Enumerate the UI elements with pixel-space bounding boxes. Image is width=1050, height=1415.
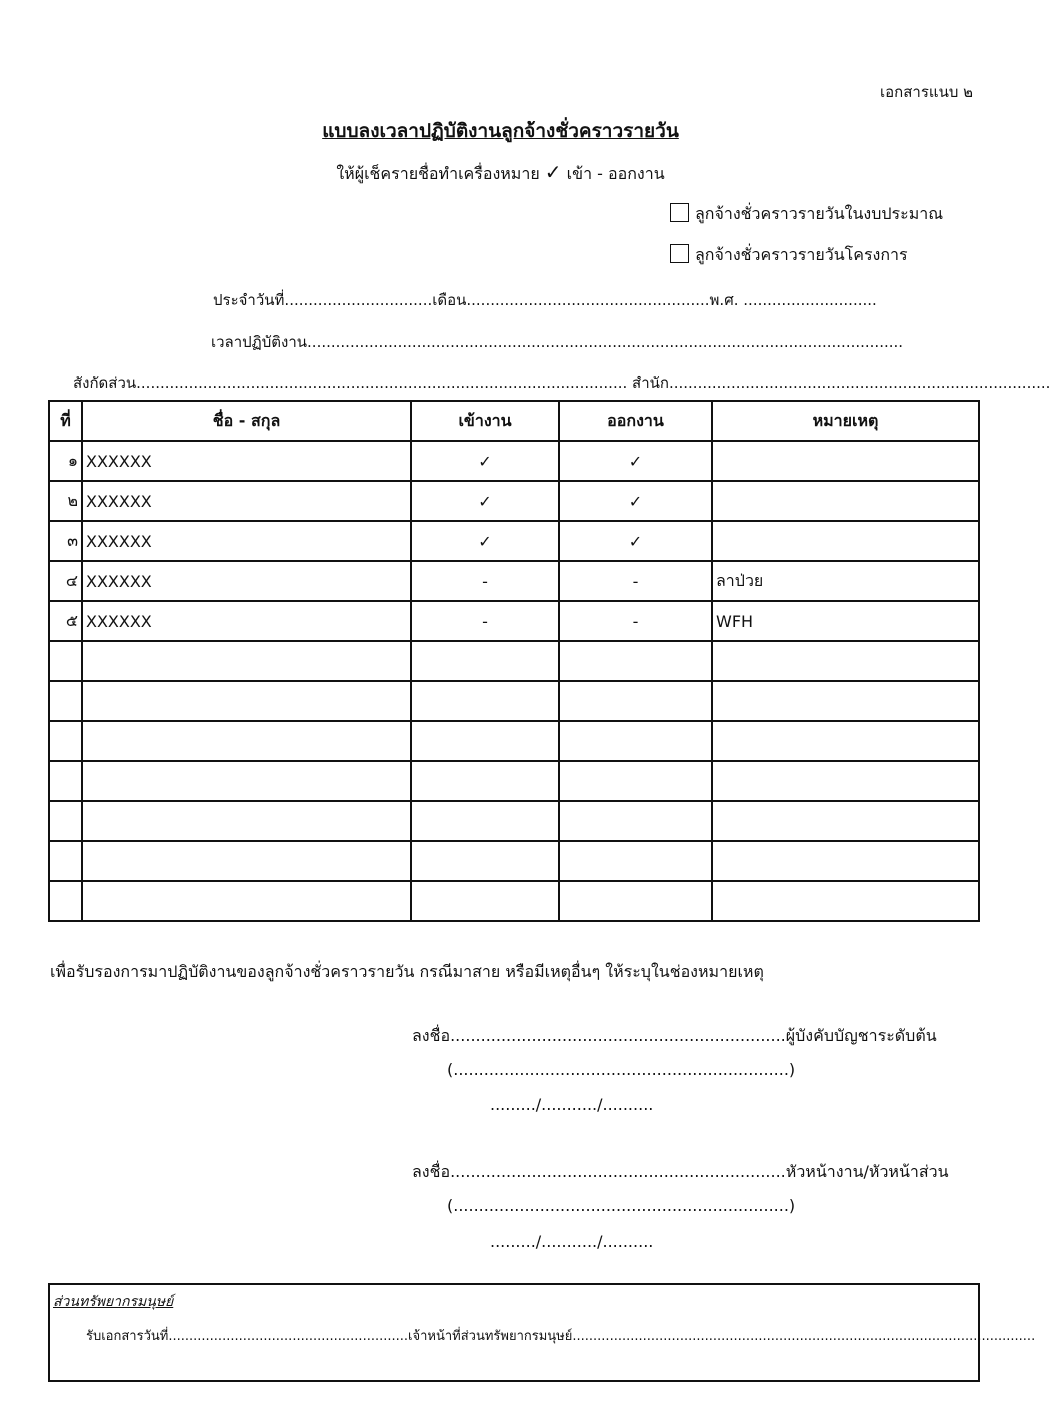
table-row: [49, 881, 979, 921]
row-number: [49, 681, 82, 721]
row-checkout-cell[interactable]: [559, 641, 712, 681]
row-checkin-cell[interactable]: [411, 721, 559, 761]
row-checkin-cell[interactable]: [411, 761, 559, 801]
row-note-cell[interactable]: WFH: [712, 601, 979, 641]
column-header-name: ชื่อ - สกุล: [82, 401, 411, 441]
row-note-cell[interactable]: [712, 881, 979, 921]
officer-field[interactable]: ................................................................................................................: [572, 1329, 1036, 1344]
signature-line-supervisor: [412, 1024, 937, 1049]
row-name-cell[interactable]: XXXXXX: [82, 561, 411, 601]
row-number: [49, 721, 82, 761]
row-number: [49, 801, 82, 841]
signature-field[interactable]: ..................................................................: [450, 1162, 786, 1181]
row-checkin-cell[interactable]: -: [411, 561, 559, 601]
division-field[interactable]: .......................................................................................................: [136, 374, 628, 392]
row-name-cell[interactable]: XXXXXX: [82, 441, 411, 481]
hr-section: [48, 1283, 1036, 1382]
date-field[interactable]: ........./.........../..........: [490, 1095, 654, 1114]
name-field[interactable]: (..................................................................): [447, 1060, 796, 1079]
row-number: ๔: [49, 561, 82, 601]
row-number: [49, 641, 82, 681]
officer-label: เจ้าหน้าที่ส่วนทรัพยากรมนุษย์: [408, 1329, 573, 1344]
row-checkin-cell[interactable]: ✓: [411, 521, 559, 561]
row-name-cell[interactable]: [82, 801, 411, 841]
option-project[interactable]: [670, 243, 908, 268]
received-date-field[interactable]: ..........................................................: [168, 1329, 409, 1344]
row-name-cell[interactable]: [82, 641, 411, 681]
option-label: ลูกจ้างชั่วคราวรายวันโครงการ: [695, 245, 908, 264]
row-note-cell[interactable]: [712, 681, 979, 721]
signature-line-head: [412, 1160, 949, 1185]
hr-section-title: ส่วนทรัพยากรมนุษย์: [53, 1294, 174, 1310]
row-note-cell[interactable]: [712, 481, 979, 521]
checkbox-icon[interactable]: [670, 203, 689, 222]
table-row: [49, 521, 979, 561]
row-name-cell[interactable]: XXXXXX: [82, 521, 411, 561]
worktime-field[interactable]: .............................................................................................................................: [307, 333, 904, 351]
row-note-cell[interactable]: ลาป่วย: [712, 561, 979, 601]
row-note-cell[interactable]: [712, 721, 979, 761]
office-field[interactable]: ................................................................................: [668, 374, 1050, 392]
name-field[interactable]: (..................................................................): [447, 1196, 796, 1215]
table-row: [49, 801, 979, 841]
row-checkout-cell[interactable]: [559, 681, 712, 721]
column-header-in: เข้างาน: [411, 401, 559, 441]
option-in-budget[interactable]: [670, 202, 943, 227]
row-name-cell[interactable]: XXXXXX: [82, 601, 411, 641]
row-checkout-cell[interactable]: [559, 761, 712, 801]
row-note-cell[interactable]: [712, 641, 979, 681]
division-label: สังกัดส่วน: [73, 374, 137, 392]
office-label: สำนัก: [632, 374, 669, 392]
row-checkin-cell[interactable]: -: [411, 601, 559, 641]
instruction-line: [0, 160, 1001, 187]
row-number: ๓: [49, 521, 82, 561]
row-checkout-cell[interactable]: [559, 881, 712, 921]
role-label: หัวหน้างาน/หัวหน้าส่วน: [785, 1162, 949, 1181]
row-note-cell[interactable]: [712, 841, 979, 881]
row-name-cell[interactable]: [82, 681, 411, 721]
row-checkin-cell[interactable]: [411, 881, 559, 921]
attendance-table: [48, 400, 980, 922]
row-name-cell[interactable]: XXXXXX: [82, 481, 411, 521]
row-checkout-cell[interactable]: -: [559, 601, 712, 641]
sign-label: ลงชื่อ: [412, 1162, 451, 1181]
table-header-row: [49, 401, 979, 441]
option-label: ลูกจ้างชั่วคราวรายวันในงบประมาณ: [695, 204, 944, 223]
division-field-line: [73, 371, 1050, 395]
column-header-out: ออกงาน: [559, 401, 712, 441]
document-reference: เอกสารแนบ ๒: [880, 83, 973, 101]
row-name-cell[interactable]: [82, 761, 411, 801]
sign-label: ลงชื่อ: [412, 1026, 451, 1045]
table-row: [49, 481, 979, 521]
row-checkout-cell[interactable]: ✓: [559, 441, 712, 481]
row-number: ๑: [49, 441, 82, 481]
instruction-text: ให้ผู้เช็ครายชื่อทำเครื่องหมาย: [336, 164, 540, 183]
row-checkin-cell[interactable]: [411, 801, 559, 841]
row-checkout-cell[interactable]: [559, 721, 712, 761]
row-checkin-cell[interactable]: [411, 841, 559, 881]
month-label: เดือน: [432, 291, 467, 309]
checkbox-icon[interactable]: [670, 244, 689, 263]
column-header-no: ที่: [49, 401, 82, 441]
table-row: [49, 761, 979, 801]
hr-received-line: [86, 1325, 1035, 1346]
instruction-text-end: เข้า - ออกงาน: [566, 164, 665, 183]
received-label: รับเอกสารวันที่: [86, 1329, 169, 1344]
row-number: [49, 841, 82, 881]
signature-field[interactable]: ..................................................................: [450, 1026, 786, 1045]
table-row: [49, 641, 979, 681]
row-checkout-cell[interactable]: ✓: [559, 521, 712, 561]
table-row: [49, 681, 979, 721]
page-title: แบบลงเวลาปฏิบัติงานลูกจ้างชั่วคราวรายวัน: [322, 120, 679, 142]
row-note-cell[interactable]: [712, 801, 979, 841]
row-checkin-cell[interactable]: [411, 641, 559, 681]
row-checkin-cell[interactable]: [411, 681, 559, 721]
row-checkout-cell[interactable]: [559, 841, 712, 881]
role-label: ผู้บังคับบัญชาระดับต้น: [785, 1026, 937, 1045]
date-field-line: [213, 288, 877, 312]
row-checkout-cell[interactable]: ✓: [559, 481, 712, 521]
row-checkout-cell[interactable]: [559, 801, 712, 841]
date-field[interactable]: ...............................: [284, 291, 433, 309]
row-number: [49, 761, 82, 801]
year-field[interactable]: ............................: [743, 291, 877, 309]
table-row: [49, 561, 979, 601]
worktime-field-line: [211, 330, 903, 354]
date-field[interactable]: ........./.........../..........: [490, 1232, 654, 1251]
row-number: [49, 881, 82, 921]
date-label: ประจำวันที่: [213, 291, 285, 309]
row-note-cell[interactable]: [712, 761, 979, 801]
checkmark-icon: ✓: [544, 160, 562, 184]
row-number: ๕: [49, 601, 82, 641]
table-row: [49, 841, 979, 881]
row-checkin-cell[interactable]: ✓: [411, 441, 559, 481]
table-row: [49, 601, 979, 641]
column-header-note: หมายเหตุ: [712, 401, 979, 441]
worktime-label: เวลาปฏิบัติงาน: [211, 333, 308, 351]
table-row: [49, 721, 979, 761]
row-note-cell[interactable]: [712, 441, 979, 481]
year-label: พ.ศ.: [709, 291, 739, 309]
certification-remark: เพื่อรับรองการมาปฏิบัติงานของลูกจ้างชั่วคราวรายวัน กรณีมาสาย หรือมีเหตุอื่นๆ ให้ระบุในช่องหมายเหตุ: [50, 962, 764, 981]
row-name-cell[interactable]: [82, 841, 411, 881]
row-checkout-cell[interactable]: -: [559, 561, 712, 601]
row-checkin-cell[interactable]: ✓: [411, 481, 559, 521]
row-name-cell[interactable]: [82, 721, 411, 761]
row-name-cell[interactable]: [82, 881, 411, 921]
table-row: [49, 441, 979, 481]
month-field[interactable]: ...................................................: [466, 291, 710, 309]
row-number: ๒: [49, 481, 82, 521]
row-note-cell[interactable]: [712, 521, 979, 561]
